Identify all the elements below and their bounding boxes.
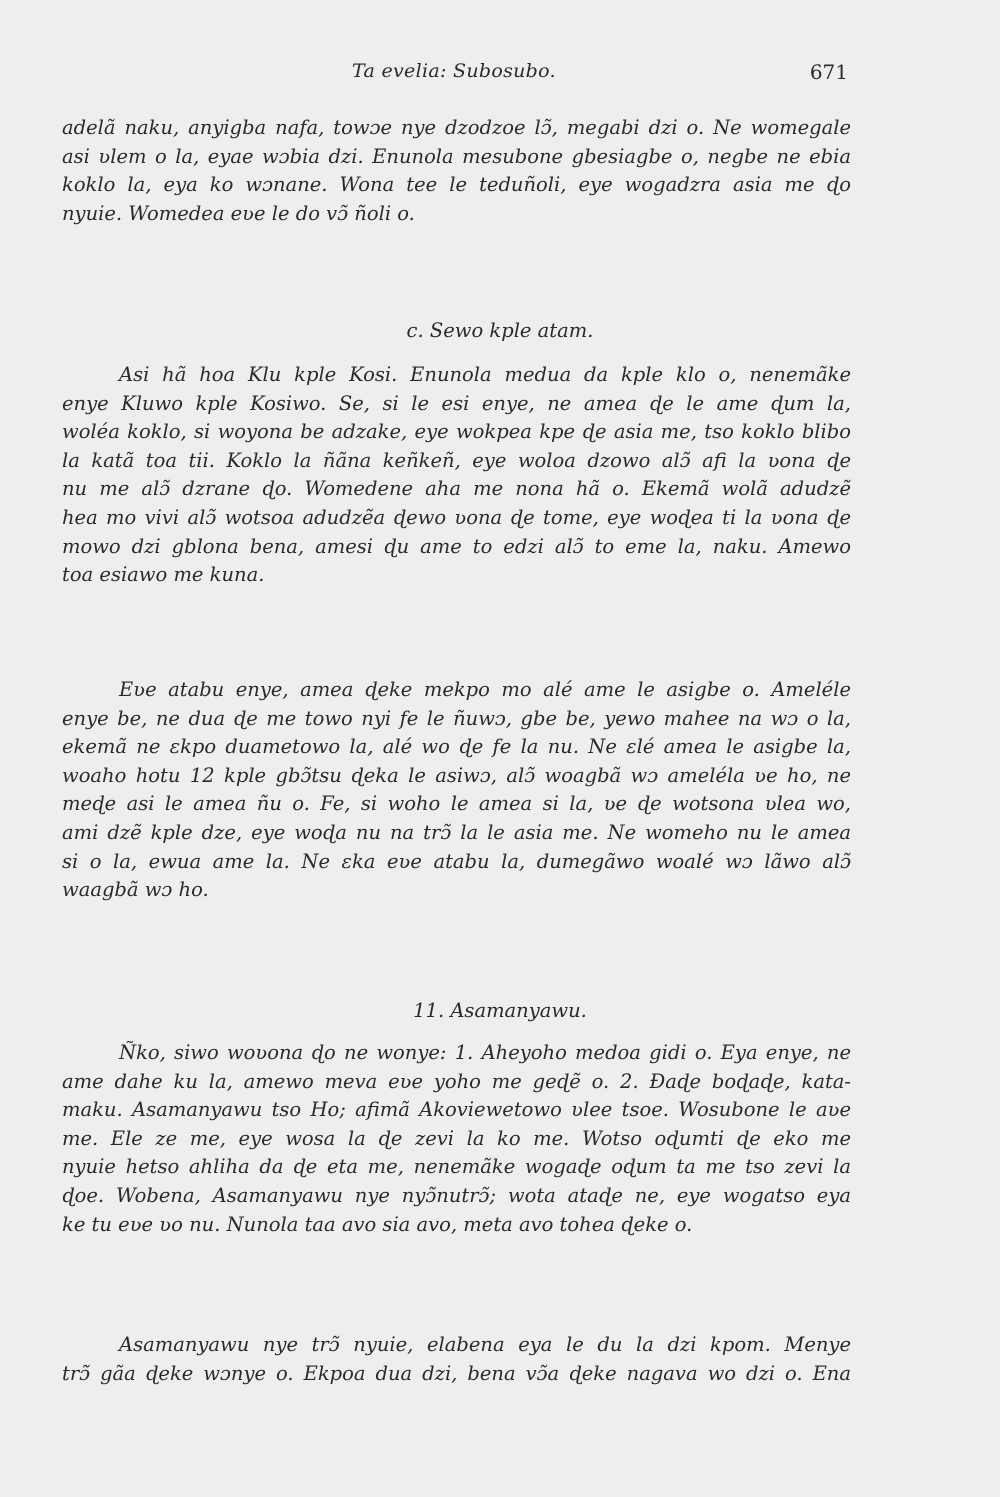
running-header: [62, 60, 848, 90]
text-line: nyuie hetso ahliha da ɖe eta me, nenemãke wogaɖe oɖum ta me tso zevi la: [62, 1155, 851, 1179]
section-heading-11: 11. Asamanyawu.: [413, 999, 587, 1022]
paragraph-4: [62, 1039, 851, 1239]
text-line: ame dahe ku la, amewo meva eʋe yoho me geɖẽ o. 2. Ɖaɖe boɖaɖe, kata-: [62, 1069, 851, 1093]
text-line: koklo la, eya ko wɔnane. Wona tee le teduñoli, eye wogadzra asia me ɖo: [62, 173, 851, 197]
text-line: toa esiawo me kuna.: [62, 563, 265, 587]
text-line: ekemã ne ɛkpo duametowo la, alé wo ɖe fe la nu. Ne ɛlé amea le asigbe la,: [62, 735, 851, 759]
text-line: Asamanyawu nye trɔ̃ nyuie, elabena eya le du la dzi kpom. Menye: [119, 1333, 851, 1356]
page-number: 671: [809, 60, 848, 84]
text-line: maku. Asamanyawu tso Ho; afimã Akoviewetowo ʋlee tsoe. Wosubone le aʋe: [62, 1098, 851, 1122]
text-line: trɔ̃ gãa ɖeke wɔnye o. Ekpoa dua dzi, bena vɔ̃a ɖeke nagava wo dzi o. Ena: [62, 1361, 851, 1385]
text-line: la katã toa tii. Koklo la ñãna keñkeñ, eye woloa dzowo alɔ̃ afi la ʋona ɖe: [62, 448, 851, 472]
text-line: si o la, ewua ame la. Ne ɛka eʋe atabu la, dumegãwo woalé wɔ lãwo alɔ̃: [62, 849, 851, 873]
text-line: waagbã wɔ ho.: [62, 878, 209, 902]
text-line: nyuie. Womedea eʋe le do vɔ̃ ñoli o.: [62, 201, 415, 225]
text-line: Ñko, siwo woʋona ɖo ne wonye: 1. Aheyoho medoa gidi o. Eya enye, ne: [119, 1041, 851, 1064]
text-line: woléa koklo, si woyona be adzake, eye wokpea kpe ɖe asia me, tso koklo blibo: [62, 420, 851, 444]
running-title: Ta evelia: Subosubo.: [352, 60, 556, 82]
paragraph-3: [62, 676, 851, 905]
text-line: asi ʋlem o la, eyae wɔbia dzi. Enunola mesubone gbesiagbe o, negbe ne ebia: [62, 144, 851, 168]
section-heading-c: c. Sewo kple atam.: [406, 319, 594, 342]
text-line: hea mo vivi alɔ̃ wotsoa adudzẽa ɖewo ʋona ɖe tome, eye woɖea ti la ʋona ɖe: [62, 505, 851, 529]
text-line: ami dzẽ kple dze, eye woɖa nu na trɔ̃ la le asia me. Ne womeho nu le amea: [62, 820, 851, 844]
text-line: Asi hã hoa Klu kple Kosi. Enunola medua da kple klo o, nenemãke: [119, 363, 851, 386]
text-line: Eʋe atabu enye, amea ɖeke mekpo mo alé ame le asigbe o. Ameléle: [119, 678, 851, 701]
text-line: enye Kluwo kple Kosiwo. Se, si le esi enye, ne amea ɖe le ame ɖum la,: [62, 391, 851, 415]
paragraph-1: [62, 114, 851, 228]
text-line: enye be, ne dua ɖe me towo nyi fe le ñuwɔ, gbe be, yewo mahee na wɔ o la,: [62, 706, 851, 730]
text-line: ke tu eʋe ʋo nu. Nunola taa avo sia avo, meta avo tohea ɖeke o.: [62, 1212, 693, 1236]
text-line: woaho hotu 12 kple gbɔ̃tsu ɖeka le asiwɔ, alɔ̃ woagbã wɔ ameléla ʋe ho, ne: [62, 763, 851, 787]
text-line: mowo dzi gblona bena, amesi ɖu ame to edzi alɔ̃ to eme la, naku. Amewo: [62, 534, 851, 558]
text-line: nu me alɔ̃ dzrane ɖo. Womedene aha me nona hã o. Ekemã wolã adudzẽ: [62, 477, 851, 501]
text-line: me. Ele ze me, eye wosa la ɖe zevi la ko me. Wotso oɖumti ɖe eko me: [62, 1126, 851, 1150]
text-line: ɖoe. Wobena, Asamanyawu nye nyɔ̃nutrɔ̃; wota ataɖe ne, eye wogatso eya: [62, 1183, 851, 1207]
paragraph-5: [62, 1331, 851, 1388]
text-line: adelã naku, anyigba nafa, towɔe nye dzodzoe lɔ̃, megabi dzi o. Ne womegale: [62, 116, 851, 139]
text-line: meɖe asi le amea ñu o. Fe, si woho le amea si la, ʋe ɖe wotsona ʋlea wo,: [62, 792, 851, 816]
paragraph-2: [62, 361, 851, 590]
